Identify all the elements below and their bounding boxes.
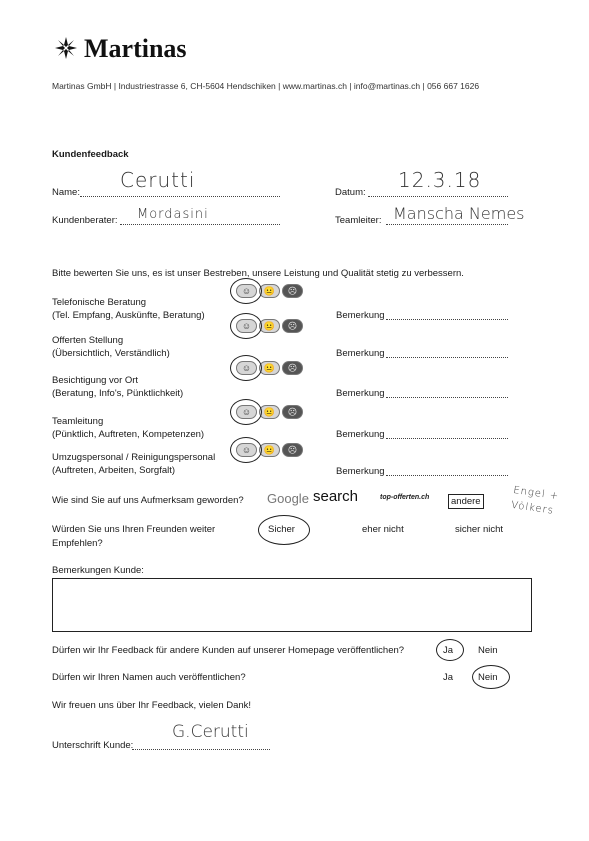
face-happy-icon[interactable]: ☺ xyxy=(236,443,257,457)
face-happy-icon[interactable]: ☺ xyxy=(236,319,257,333)
selection-circle xyxy=(472,665,510,689)
rating-title: Telefonische Beratung xyxy=(52,297,147,308)
rating-title: Umzugspersonal / Reinigungspersonal xyxy=(52,452,216,463)
name-label: Name: xyxy=(52,187,80,198)
teamlead-label: Teamleiter: xyxy=(335,215,382,226)
selection-circle xyxy=(230,355,262,381)
rating-subtitle: (Auftreten, Arbeiten, Sorgfalt) xyxy=(52,465,176,476)
remark-field[interactable] xyxy=(386,438,508,439)
remark-label: Bemerkung xyxy=(336,429,385,440)
face-neutral-icon[interactable]: 😐 xyxy=(259,405,280,419)
recommend-option-sicher[interactable]: Sicher xyxy=(268,524,295,535)
rating-subtitle: (Beratung, Info's, Pünktlichkeit) xyxy=(52,388,184,399)
comments-label: Bemerkungen Kunde: xyxy=(52,565,144,576)
comments-textarea[interactable] xyxy=(52,578,532,632)
recommend-option-sicher-nicht[interactable]: sicher nicht xyxy=(455,524,504,535)
face-sad-icon[interactable]: ☹ xyxy=(282,361,303,375)
face-neutral-icon[interactable]: 😐 xyxy=(259,443,280,457)
name-field[interactable] xyxy=(80,196,280,197)
remark-field[interactable] xyxy=(386,475,508,476)
remark-field[interactable] xyxy=(386,397,508,398)
advisor-value: Mordasini xyxy=(137,207,209,222)
remark-field[interactable] xyxy=(386,357,508,358)
recommend-question-line1: Würden Sie uns Ihren Freunden weiter xyxy=(52,524,216,535)
source-option-top-offerten[interactable]: top-offerten.ch xyxy=(380,494,430,501)
recommend-option-eher-nicht[interactable]: eher nicht xyxy=(362,524,404,535)
source-question: Wie sind Sie auf uns Aufmerksam geworden? xyxy=(52,495,244,506)
publish-name-yes[interactable]: Ja xyxy=(443,672,454,683)
face-neutral-icon[interactable]: 😐 xyxy=(259,319,280,333)
face-happy-icon[interactable]: ☺ xyxy=(236,361,257,375)
company-address-line: Martinas GmbH | Industriestrasse 6, CH-5604 Hendschiken | www.martinas.ch | info@martinas.ch | 056 667 1626 xyxy=(52,81,480,91)
form-title: Kundenfeedback xyxy=(52,149,129,160)
selection-circle xyxy=(258,515,310,545)
publish-feedback-no[interactable]: Nein xyxy=(478,645,498,656)
publish-name-question: Dürfen wir Ihren Namen auch veröffentlichen? xyxy=(52,672,246,683)
teamlead-field[interactable] xyxy=(386,224,508,225)
face-happy-icon[interactable]: ☺ xyxy=(236,284,257,298)
face-sad-icon[interactable]: ☹ xyxy=(282,319,303,333)
selection-circle xyxy=(230,399,262,425)
rating-subtitle: (Pünktlich, Auftreten, Kompetenzen) xyxy=(52,429,205,440)
advisor-label: Kundenberater: xyxy=(52,215,118,226)
source-option-search[interactable]: search xyxy=(313,488,359,505)
signature-label: Unterschrift Kunde: xyxy=(52,740,134,751)
selection-circle xyxy=(230,278,262,304)
selection-circle xyxy=(230,313,262,339)
signature-value: G.Cerutti xyxy=(172,722,249,742)
face-sad-icon[interactable]: ☹ xyxy=(282,284,303,298)
rating-title: Teamleitung xyxy=(52,416,104,427)
source-option-google[interactable]: Google xyxy=(267,491,309,506)
name-value: Cerutti xyxy=(120,168,196,192)
rating-subtitle: (Übersichtlich, Verständlich) xyxy=(52,348,170,359)
teamlead-value: Manscha Nemes xyxy=(393,204,525,223)
remark-label: Bemerkung xyxy=(336,388,385,399)
brand-logo-icon xyxy=(54,36,78,60)
brand-name: Martinas xyxy=(84,34,187,63)
source-other-note: Engel + Völkers xyxy=(510,484,560,517)
rating-title: Offerten Stellung xyxy=(52,335,124,346)
publish-feedback-question: Dürfen wir Ihr Feedback für andere Kunden auf unserer Homepage veröffentlichen? xyxy=(52,645,405,656)
selection-circle xyxy=(436,639,464,661)
advisor-field[interactable] xyxy=(120,224,280,225)
remark-label: Bemerkung xyxy=(336,466,385,477)
rating-subtitle: (Tel. Empfang, Auskünfte, Beratung) xyxy=(52,310,205,321)
publish-name-no[interactable]: Nein xyxy=(478,672,498,683)
face-sad-icon[interactable]: ☹ xyxy=(282,405,303,419)
publish-feedback-yes[interactable]: Ja xyxy=(443,645,454,656)
face-sad-icon[interactable]: ☹ xyxy=(282,443,303,457)
rating-title: Besichtigung vor Ort xyxy=(52,375,139,386)
intro-text: Bitte bewerten Sie uns, es ist unser Bestreben, unsere Leistung und Qualität stetig zu verbessern. xyxy=(52,268,464,279)
date-value: 12.3.18 xyxy=(398,168,482,192)
source-option-andere[interactable]: andere xyxy=(448,494,484,509)
date-field[interactable] xyxy=(368,196,508,197)
face-neutral-icon[interactable]: 😐 xyxy=(259,284,280,298)
face-happy-icon[interactable]: ☺ xyxy=(236,405,257,419)
face-neutral-icon[interactable]: 😐 xyxy=(259,361,280,375)
recommend-question-line2: Empfehlen? xyxy=(52,538,103,549)
thanks-text: Wir freuen uns über Ihr Feedback, vielen Dank! xyxy=(52,700,252,711)
signature-field[interactable] xyxy=(132,749,270,750)
selection-circle xyxy=(230,437,262,463)
remark-field[interactable] xyxy=(386,319,508,320)
remark-label: Bemerkung xyxy=(336,310,385,321)
remark-label: Bemerkung xyxy=(336,348,385,359)
date-label: Datum: xyxy=(335,187,366,198)
